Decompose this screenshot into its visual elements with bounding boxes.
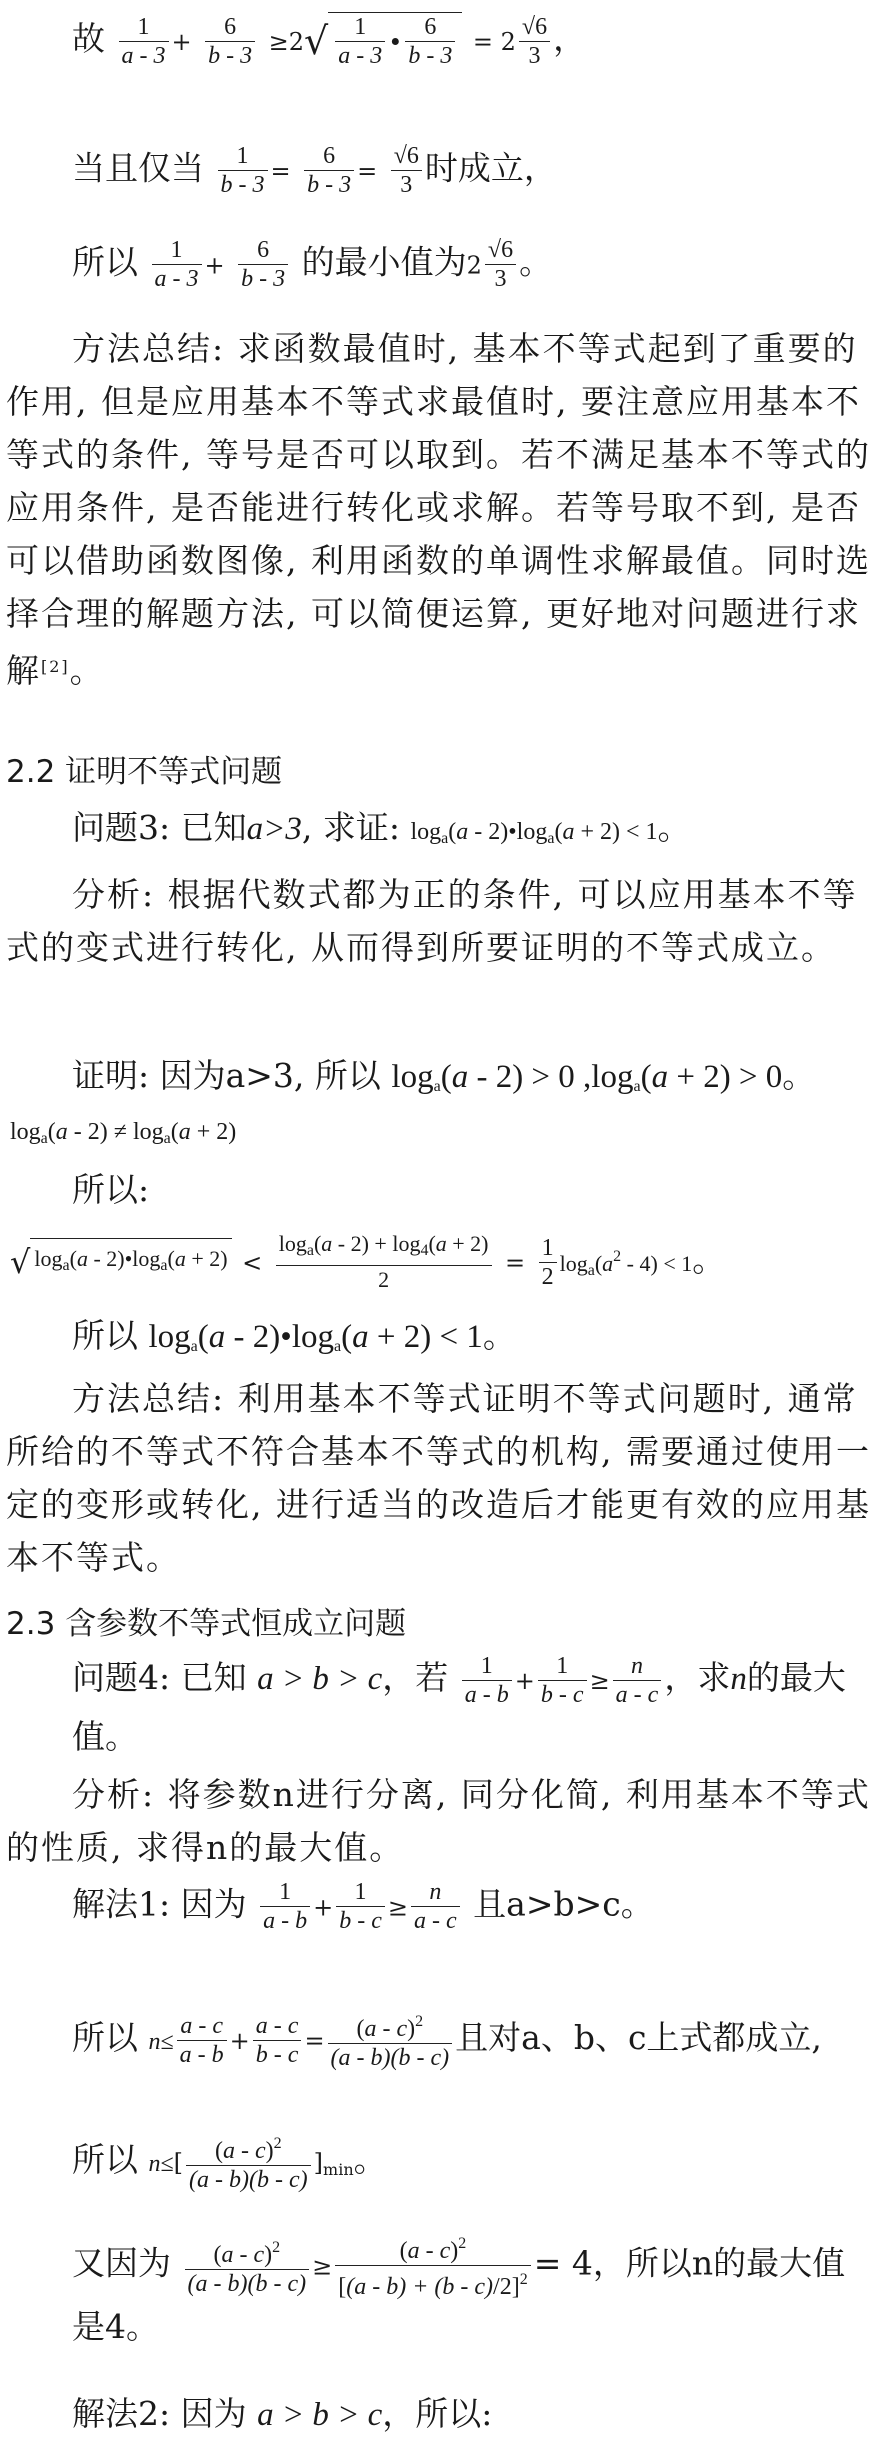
problem-4: 问题4: 已知 a > b > c，若 $\frac{1}{a - b}$ + $\frac{1}{b - c}$ ≥ $\frac{n}{a - c}$ ，求n的最大值。 [72,1652,846,1756]
solution-1-line-2: 所以 n≤ $\frac{a - c}{a - b}$ + $\frac{a - c}{b - c}$ = $\frac{(a - c)^2}{(a - b)(b - c)}$ 且对a、b、c上式都成立, [0,2008,882,2072]
paragraph-analysis-3: 分析: 根据代数式都为正的条件, 可以应用基本不等式的变式进行转化, 从而得到所要证明的不等式成立。 [6,875,858,967]
eq-sign: = 2 [472,28,516,56]
formula-line-2: 当且仅当 $\frac{1}{b - 3}$ = $\frac{6}{b - 3}$ = $\frac{√6}{3}$ 时成立， [72,143,557,198]
formula-line-1: 故 $\frac{1}{a - 3}$ + $\frac{6}{b - 3}$ ≥2√ $\frac{1}{a - 3}$ • $\frac{6}{b - 3}$ = 2 $\frac{√6}{3}$ ， [72,13,587,69]
proof-line-1: 证明: 因为a>3, 所以 $\log_a(a - 2) > 0$ $,\log_a(a + 2) > 0$。 [72,1056,816,1095]
reference-2: [2] [41,657,70,676]
paragraph-method-summary-2: 方法总结: 利用基本不等式证明不等式问题时, 通常所给的不等式不符合基本不等式的机构, 需要通过使用一定的变形或转化, 进行适当的改造后才能更有效的应用基本不等式。 [6,1379,871,1577]
solution-1-line-3: 所以 n≤[ $\frac{(a - c)^2}{(a - b)(b - c)}$ ]$_{min}$。 [0,2130,882,2194]
solution-2: 解法2: 因为 a > b > c，所以: [72,2394,493,2433]
proof-line-2: $\log_a(a - 2) \ne \log_a(a + 2)$ [10,1119,237,1147]
proof-conclusion: 所以 $\log_a(a$ - $2)•\log_a(a + 2) < 1$。 [72,1316,516,1355]
proof-inequality: √ $\log_a(a$ - $2)•\log_a(a + 2)$ < $\frac{\log_a(a - 2) + \log_4(a + 2)}{2}$ = $\frac{1}{2}$ $\log_a(a^2 - 4) < 1$。 [10,1231,726,1292]
text-gu: 故 [72,19,105,58]
section-heading-2-2: 2.2 证明不等式问题 [6,754,283,790]
proof-suoyi: 所以: [72,1170,150,1209]
paragraph-analysis-4: 分析: 将参数n进行分离, 同分化简, 利用基本不等式的性质, 求得n的最大值。 [6,1775,871,1867]
problem-3: 问题3: 已知a>3, 求证: $\log_a(a$ - $2)•\log_a(a + 2) < 1$。 [72,808,691,847]
solution-1-line-1: 解法1: 因为 $\frac{1}{a - b}$ + $\frac{1}{b - c}$ ≥ $\frac{n}{a - c}$ 且a>b>c。 [72,1879,654,1934]
section-heading-2-3: 2.3 含参数不等式恒成立问题 [6,1606,407,1642]
ge-sign: ≥2 [268,28,304,56]
solution-1-line-4: 又因为 $\frac{(a - c)^2}{(a - b)(b - c)}$ ≥ $\frac{(a - c)^2}{[(a - b) + (b - c)/2]^2}$ = 4，所以n的最大值是4。 [6,2230,874,2353]
formula-line-3: 所以 $\frac{1}{a - 3}$ + $\frac{6}{b - 3}$ 的最小值为2 $\frac{√6}{3}$ 。 [72,237,553,292]
paragraph-method-summary-1: 方法总结: 求函数最值时, 基本不等式起到了重要的作用, 但是应用基本不等式求最值时, 要注意应用基本不等式的条件, 等号是否可以取到。若不满足基本不等式的应用条件, 是否能进行转化或求解。若等号取不到, 是否可以借助函数图像, 利用函数的单调性求解最值。同时选择合理的解题方法, 可以简便运算, 更好地对问题进行求解[2]。 [6,329,871,690]
